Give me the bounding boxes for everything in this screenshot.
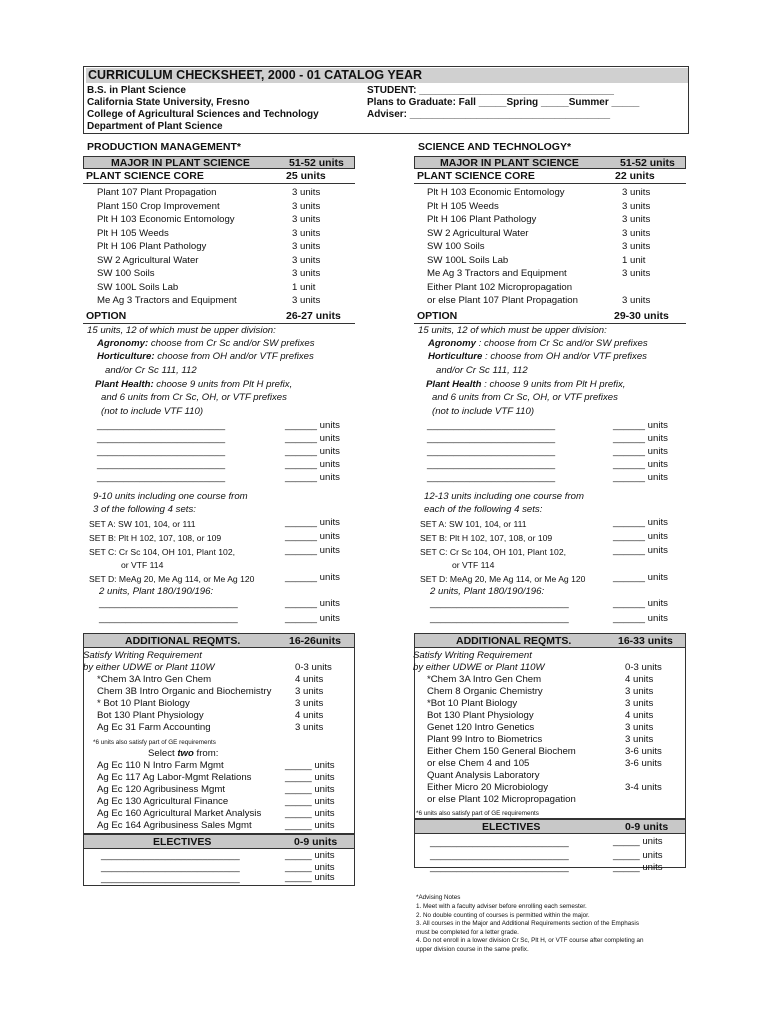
core-course-units: 3 units	[292, 241, 321, 252]
core-course-units: 3 units	[622, 241, 651, 252]
select-course-units[interactable]: _____ units	[285, 772, 335, 783]
university-line: California State University, Fresno	[87, 97, 250, 108]
elective-blank[interactable]: __________________________	[430, 837, 569, 848]
select-course-name: Ag Ec 117 Ag Labor-Mgmt Relations	[97, 772, 252, 783]
blank-course[interactable]: ________________________	[97, 433, 226, 444]
core-course-name: Plt H 106 Plant Pathology	[427, 214, 537, 225]
core-course-units: 3 units	[292, 295, 321, 306]
plant-health-text: choose 9 units from Plt H prefix,	[153, 379, 293, 390]
option-title: PRODUCTION MANAGEMENT*	[87, 141, 241, 153]
agronomy-label: Agronomy	[428, 338, 476, 349]
set-c-2: or VTF 114	[452, 560, 495, 570]
additional-course-name: *Chem 3A Intro Gen Chem	[97, 674, 212, 685]
core-course-units: 3 units	[292, 268, 321, 279]
option-header	[83, 309, 355, 324]
major-bar	[414, 156, 686, 169]
blank-course[interactable]: __________________________	[430, 598, 569, 609]
degree-line: B.S. in Plant Science	[87, 85, 186, 96]
option-label: OPTION	[86, 310, 127, 322]
option-header	[414, 309, 686, 324]
elective-units[interactable]: _____ units	[285, 850, 335, 861]
additional-course-name: Bot 130 Plant Physiology	[97, 710, 204, 721]
additional-course-name: Bot 130 Plant Physiology	[427, 710, 534, 721]
select-course-units[interactable]: _____ units	[285, 808, 335, 819]
additional-course-name: Satisfy Writing Requirement	[83, 650, 202, 661]
plant-health-line-3: (not to include VTF 110)	[101, 406, 204, 417]
set-d-2: 2 units, Plant 180/190/196:	[430, 586, 545, 597]
note-item: 4. Do not enroll in a lower division Cr Sc, Plt H, or VTF course after completing an	[416, 937, 644, 945]
blank-units[interactable]: ______ units	[613, 420, 668, 431]
graduation-plans-field[interactable]: Plans to Graduate: Fall _____Spring _____Summer _____	[367, 97, 640, 108]
horticulture-label: Horticulture	[428, 351, 483, 362]
note-item: 3. All courses in the Major and Additional Requirements section of the Emphasis	[416, 920, 639, 928]
core-course-units: 1 unit	[622, 254, 646, 266]
additional-label: ADDITIONAL REQMTS.	[125, 635, 241, 647]
blank-course[interactable]: ________________________	[427, 459, 556, 470]
additional-course-units: 3 units	[625, 722, 654, 733]
additional-course-units: 3 units	[625, 686, 654, 697]
additional-course-name: Chem 3B Intro Organic and Biochemistry	[97, 686, 272, 697]
horticulture-line	[428, 351, 647, 363]
blank-units[interactable]: ______ units	[613, 472, 668, 483]
additional-course-units: 3 units	[295, 698, 324, 709]
core-course-name: SW 100L Soils Lab	[97, 281, 179, 293]
additional-units: 16-33 units	[618, 635, 673, 647]
core-course-units: 3 units	[622, 227, 651, 239]
agronomy-line	[97, 338, 315, 350]
core-course-units: 3 units	[292, 187, 321, 198]
additional-course-units: 0-3 units	[295, 662, 332, 673]
set-a-units[interactable]: ______ units	[613, 517, 668, 528]
set-d-units[interactable]: ______ units	[613, 572, 668, 583]
blank-units[interactable]: ______ units	[613, 433, 668, 444]
set-b: SET B: Plt H 102, 107, 108, or 109	[89, 533, 222, 543]
core-course-units: 3 units	[622, 295, 651, 306]
note-item: upper division course in the same prefix.	[416, 946, 529, 953]
set-c-2: or VTF 114	[121, 560, 164, 570]
blank-course[interactable]: ________________________	[97, 459, 226, 470]
additional-course-name: *Chem 3A Intro Gen Chem	[427, 674, 542, 685]
blank-course[interactable]: ________________________	[427, 472, 556, 483]
blank-units[interactable]: ______ units	[285, 446, 340, 457]
set-d: SET D: MeAg 20, Me Ag 114, or Me Ag 120	[89, 574, 255, 584]
electives-units: 0-9 units	[625, 821, 669, 833]
select-course-units[interactable]: _____ units	[285, 820, 335, 831]
student-field[interactable]: STUDENT: ___________________________________	[367, 85, 614, 96]
elective-blank[interactable]: __________________________	[430, 862, 569, 873]
horticulture-line	[97, 351, 314, 363]
agronomy-text: choose from Cr Sc and/or SW prefixes	[148, 338, 315, 349]
plant-health-line	[426, 379, 625, 391]
core-course-units: 3 units	[292, 254, 321, 266]
blank-units[interactable]: ______ units	[613, 446, 668, 457]
plant-health-line-2: and 6 units from Cr Sc, OH, or VTF prefixes	[432, 392, 618, 403]
additional-course-name: Either Chem 150 General Biochem	[427, 746, 576, 757]
set-d: SET D: MeAg 20, Me Ag 114, or Me Ag 120	[420, 574, 586, 584]
additional-course-name: Genet 120 Intro Genetics	[427, 722, 535, 733]
major-label: MAJOR IN PLANT SCIENCE	[440, 157, 579, 169]
core-course-name: Plt H 105 Weeds	[97, 227, 169, 239]
additional-course-name: Satisfy Writing Requirement	[413, 650, 532, 661]
select-course-units[interactable]: _____ units	[285, 784, 335, 795]
elective-blank[interactable]: __________________________	[101, 873, 240, 884]
elective-blank[interactable]: __________________________	[430, 850, 569, 861]
horticulture-line-2: and/or Cr Sc 111, 112	[105, 365, 197, 376]
set-c: SET C: Cr Sc 104, OH 101, Plant 102,	[89, 547, 236, 557]
additional-course-units: 3-6 units	[625, 758, 662, 769]
core-course-name: Plant 107 Plant Propagation	[97, 187, 217, 198]
blank-units[interactable]: ______ units	[285, 598, 340, 609]
elective-blank[interactable]: __________________________	[101, 850, 240, 861]
sets-intro: 12-13 units including one course from	[424, 491, 584, 502]
plant-health-label: Plant Health	[426, 379, 482, 390]
core-course-units: 3 units	[292, 214, 321, 225]
note-item: must be completed for a letter grade.	[416, 928, 519, 936]
additional-course-name: Either Micro 20 Microbiology	[427, 782, 549, 793]
core-course-name: Me Ag 3 Tractors and Equipment	[427, 268, 567, 279]
blank-units[interactable]: ______ units	[613, 598, 668, 609]
core-course-name: Plt H 103 Economic Entomology	[427, 187, 565, 198]
horticulture-line-2: and/or Cr Sc 111, 112	[436, 365, 528, 376]
blank-course[interactable]: ________________________	[427, 420, 556, 431]
core-header	[414, 169, 686, 184]
blank-course[interactable]: __________________________	[99, 613, 238, 624]
select-course-name: Ag Ec 110 N Intro Farm Mgmt	[97, 760, 224, 771]
core-course-units: 3 units	[622, 200, 651, 212]
set-d-units[interactable]: ______ units	[285, 572, 340, 583]
set-d-2: 2 units, Plant 180/190/196:	[99, 586, 214, 597]
select-course-name: Ag Ec 120 Agribusiness Mgmt	[97, 784, 225, 795]
blank-course[interactable]: ________________________	[97, 446, 226, 457]
electives-label: ELECTIVES	[482, 821, 541, 833]
additional-course-units: 4 units	[625, 674, 654, 685]
select-two: two	[177, 748, 194, 759]
additional-course-name: Quant Analysis Laboratory	[427, 770, 540, 781]
option-units: 29-30 units	[614, 310, 669, 322]
note-item: 1. Meet with a faculty adviser before enrolling each semester.	[416, 903, 587, 910]
additional-course-name: * Bot 10 Plant Biology	[97, 698, 190, 709]
college-line: College of Agricultural Sciences and Technology	[87, 109, 319, 120]
department-line: Department of Plant Science	[87, 121, 223, 132]
select-post: from:	[193, 748, 219, 759]
core-course-units: 3 units	[622, 214, 651, 225]
elective-units[interactable]: _____ units	[613, 836, 663, 847]
core-course-name: SW 100 Soils	[427, 241, 485, 252]
option-units: 26-27 units	[286, 310, 341, 322]
blank-course[interactable]: __________________________	[430, 613, 569, 624]
set-a: SET A: SW 101, 104, or 111	[89, 519, 196, 529]
additional-course-units: 0-3 units	[625, 662, 662, 673]
core-course-name: SW 2 Agricultural Water	[427, 227, 529, 239]
core-course-name: Plt H 105 Weeds	[427, 200, 499, 212]
option-label: OPTION	[417, 310, 458, 322]
select-course-name: Ag Ec 164 Agribusiness Sales Mgmt	[97, 820, 252, 831]
major-bar	[83, 156, 355, 169]
core-units: 22 units	[615, 170, 655, 182]
set-b-units[interactable]: ______ units	[285, 531, 340, 542]
blank-units[interactable]: ______ units	[613, 459, 668, 470]
horticulture-label: Horticulture:	[97, 351, 155, 362]
option-intro: 15 units, 12 of which must be upper division:	[87, 325, 276, 336]
electives-label: ELECTIVES	[153, 836, 212, 848]
additional-bar	[414, 633, 686, 648]
agronomy-line	[428, 338, 648, 350]
additional-course-units: 3 units	[625, 734, 654, 745]
additional-course-name: by either UDWE or Plant 110W	[413, 662, 545, 673]
core-course-name: Plant 150 Crop Improvement	[97, 200, 220, 212]
additional-course-units: 3 units	[625, 698, 654, 709]
set-b-units[interactable]: ______ units	[613, 531, 668, 542]
core-course-name: Me Ag 3 Tractors and Equipment	[97, 295, 237, 306]
core-label: PLANT SCIENCE CORE	[86, 170, 204, 182]
additional-course-name: or else Chem 4 and 105	[427, 758, 530, 769]
blank-units[interactable]: ______ units	[285, 420, 340, 431]
blank-course[interactable]: ________________________	[97, 420, 226, 431]
core-course-name: Plt H 106 Plant Pathology	[97, 241, 207, 252]
horticulture-text: choose from OH and/or VTF prefixes	[154, 351, 314, 362]
additional-course-units: 3-6 units	[625, 746, 662, 757]
blank-units[interactable]: ______ units	[613, 613, 668, 624]
major-label: MAJOR IN PLANT SCIENCE	[111, 157, 250, 169]
agronomy-text: : choose from Cr Sc and/or SW prefixes	[475, 338, 648, 349]
major-units: 51-52 units	[289, 157, 344, 169]
additional-course-name: Plant 99 Intro to Biometrics	[427, 734, 543, 745]
electives-bar	[83, 834, 355, 849]
set-a-units[interactable]: ______ units	[285, 517, 340, 528]
additional-course-name: or else Plant 102 Micropropagation	[427, 794, 576, 805]
core-course-units: 3 units	[292, 200, 321, 212]
set-c: SET C: Cr Sc 104, OH 101, Plant 102,	[420, 547, 567, 557]
select-two-line	[148, 748, 218, 760]
set-b: SET B: Plt H 102, 107, 108, or 109	[420, 533, 553, 543]
elective-units[interactable]: _____ units	[613, 862, 663, 873]
set-c-units[interactable]: ______ units	[613, 545, 668, 556]
sets-intro-2: 3 of the following 4 sets:	[93, 504, 196, 515]
core-course-name: Either Plant 102 Micropropagation	[427, 281, 573, 293]
additional-course-name: *Bot 10 Plant Biology	[427, 698, 518, 709]
additional-course-name: by either UDWE or Plant 110W	[83, 662, 215, 673]
core-course-units: 3 units	[292, 227, 321, 239]
set-a: SET A: SW 101, 104, or 111	[420, 519, 527, 529]
option-title: SCIENCE AND TECHNOLOGY*	[418, 141, 572, 153]
core-course-name: SW 100L Soils Lab	[427, 254, 509, 266]
blank-course[interactable]: ________________________	[427, 446, 556, 457]
blank-units[interactable]: ______ units	[285, 459, 340, 470]
additional-bar	[83, 633, 355, 648]
additional-units: 16-26units	[289, 635, 341, 647]
blank-course[interactable]: ________________________	[97, 472, 226, 483]
select-course-name: Ag Ec 160 Agricultural Market Analysis	[97, 808, 262, 819]
agronomy-label: Agronomy:	[97, 338, 149, 349]
plant-health-text: : choose 9 units from Plt H prefix,	[481, 379, 626, 390]
core-label: PLANT SCIENCE CORE	[417, 170, 535, 182]
core-course-units: 1 unit	[292, 281, 316, 293]
major-units: 51-52 units	[620, 157, 675, 169]
electives-units: 0-9 units	[294, 836, 338, 848]
blank-units[interactable]: ______ units	[285, 472, 340, 483]
blank-course[interactable]: __________________________	[99, 598, 238, 609]
ge-note: *6 units also satisfy part of GE requirements	[416, 810, 539, 817]
select-pre: Select	[148, 748, 178, 759]
core-course-name: or else Plant 107 Plant Propagation	[427, 295, 578, 306]
electives-bar	[414, 819, 686, 834]
plant-health-line-2: and 6 units from Cr Sc, OH, or VTF prefixes	[101, 392, 287, 403]
core-header	[83, 169, 355, 184]
ge-note: *6 units also satisfy part of GE requirements	[93, 739, 216, 746]
horticulture-text: : choose from OH and/or VTF prefixes	[482, 351, 647, 362]
notes-title: *Advising Notes	[416, 894, 461, 901]
elective-units[interactable]: _____ units	[613, 850, 663, 861]
elective-blank[interactable]: __________________________	[101, 862, 240, 873]
set-c-units[interactable]: ______ units	[285, 545, 340, 556]
adviser-field[interactable]: Adviser: ____________________________________	[367, 109, 611, 120]
blank-units[interactable]: ______ units	[285, 433, 340, 444]
select-course-name: Ag Ec 130 Agricultural Finance	[97, 796, 229, 807]
core-course-name: SW 100 Soils	[97, 268, 155, 279]
additional-course-units: 3 units	[295, 722, 324, 733]
additional-course-units: 4 units	[625, 710, 654, 721]
additional-course-units: 4 units	[295, 674, 324, 685]
sets-intro: 9-10 units including one course from	[93, 491, 248, 502]
sets-intro-2: each of the following 4 sets:	[424, 504, 543, 515]
select-course-units[interactable]: _____ units	[285, 760, 335, 771]
option-intro: 15 units, 12 of which must be upper division:	[418, 325, 607, 336]
plant-health-line-3: (not to include VTF 110)	[432, 406, 535, 417]
core-course-name: SW 2 Agricultural Water	[97, 254, 199, 266]
page-title: CURRICULUM CHECKSHEET, 2000 - 01 CATALOG YEAR	[86, 68, 688, 83]
select-course-units[interactable]: _____ units	[285, 796, 335, 807]
plant-health-label: Plant Health:	[95, 379, 154, 390]
additional-course-units: 4 units	[295, 710, 324, 721]
plant-health-line	[95, 379, 292, 391]
additional-course-name: Ag Ec 31 Farm Accounting	[97, 722, 211, 733]
additional-course-units: 3-4 units	[625, 782, 662, 793]
blank-course[interactable]: ________________________	[427, 433, 556, 444]
core-units: 25 units	[286, 170, 326, 182]
additional-course-units: 3 units	[295, 686, 324, 697]
core-course-name: Plt H 103 Economic Entomology	[97, 214, 235, 225]
core-course-units: 3 units	[622, 268, 651, 279]
elective-units[interactable]: _____ units	[285, 862, 335, 873]
elective-units[interactable]: _____ units	[285, 872, 335, 883]
additional-label: ADDITIONAL REQMTS.	[456, 635, 572, 647]
blank-units[interactable]: ______ units	[285, 613, 340, 624]
additional-course-name: Chem 8 Organic Chemistry	[427, 686, 543, 697]
note-item: 2. No double counting of courses is permitted within the major.	[416, 911, 590, 919]
core-course-units: 3 units	[622, 187, 651, 198]
